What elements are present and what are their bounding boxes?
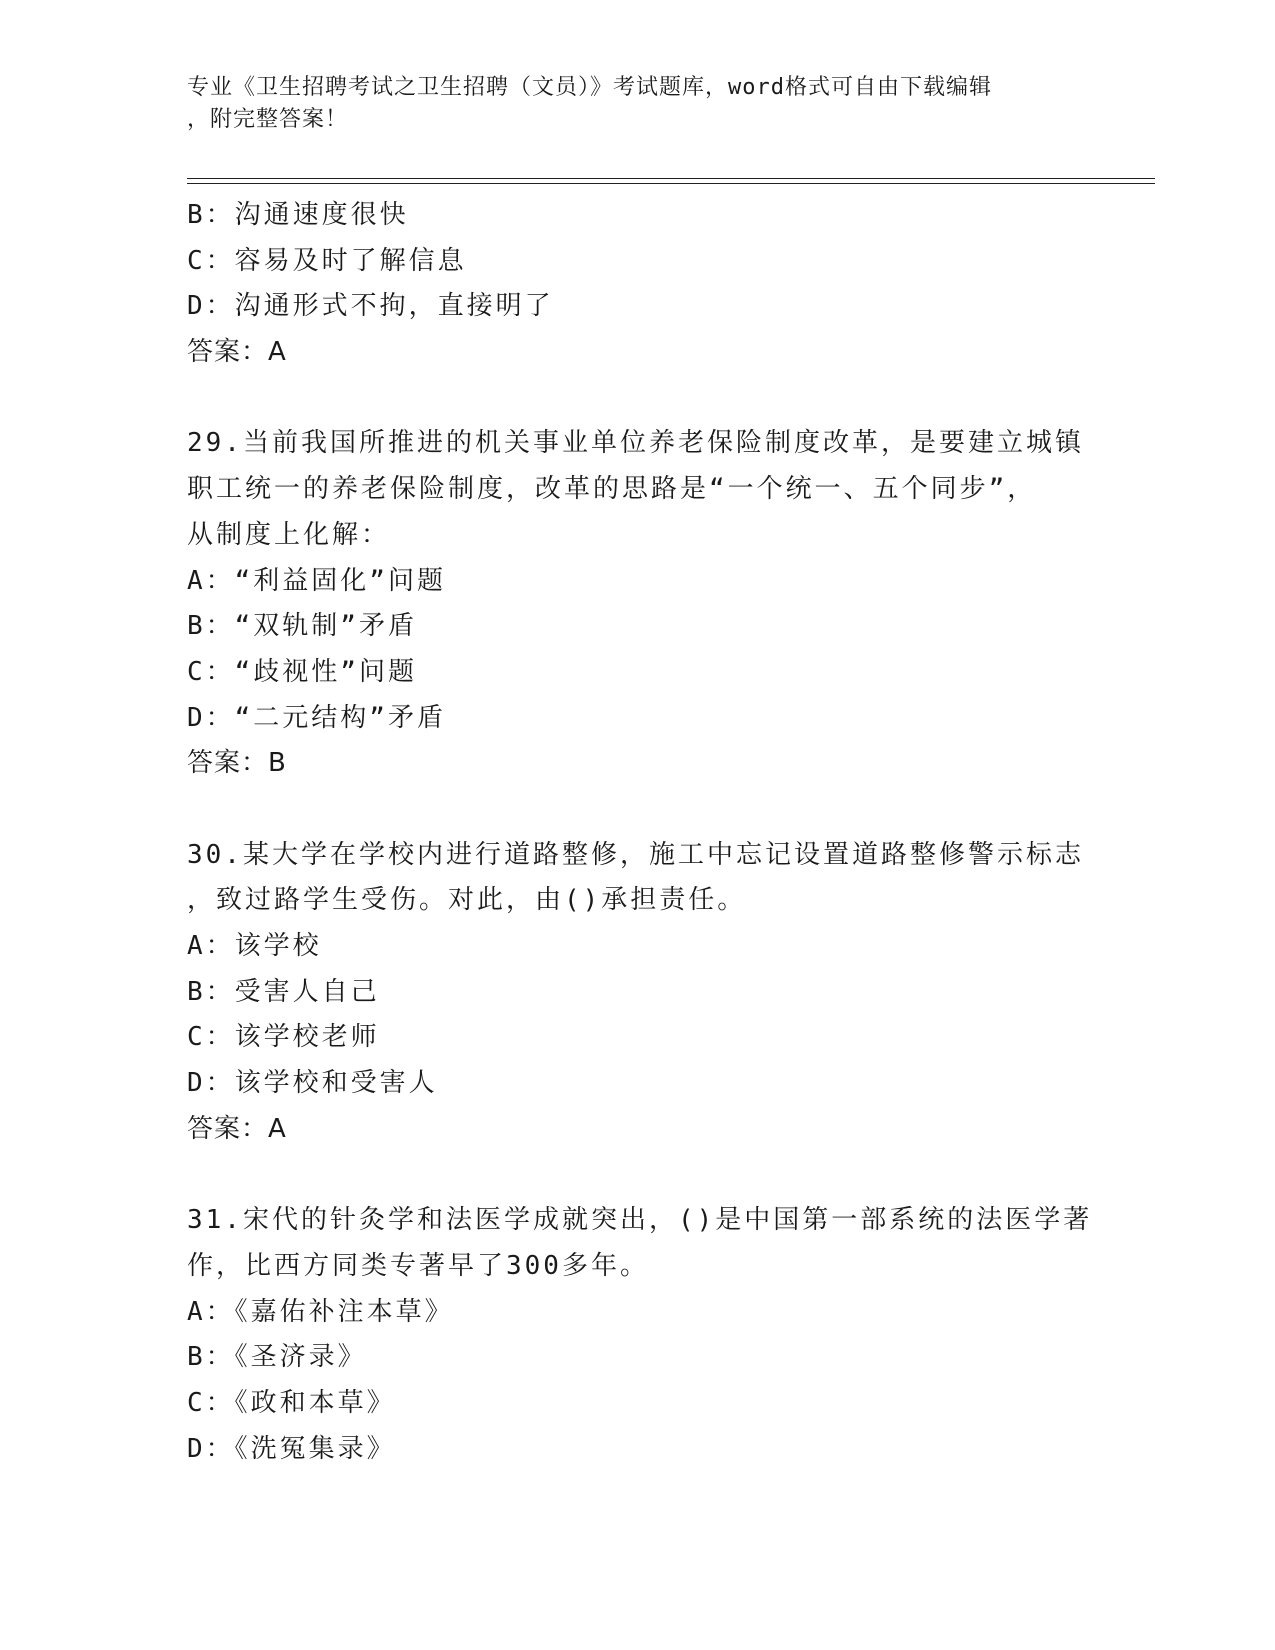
question-31 (187, 1198, 1093, 1472)
option-a: A：“利益固化”问题 (187, 565, 446, 596)
answer-label: 答案：A (187, 1113, 287, 1144)
header-divider-top (187, 178, 1155, 179)
header-title-line-1: 专业《卫生招聘考试之卫生招聘（文员）》考试题库，word格式可自由下载编辑 (187, 75, 992, 100)
option-c: C：容易及时了解信息 (187, 245, 467, 276)
header-divider-bottom (187, 183, 1155, 184)
question-28-continuation (187, 193, 1087, 376)
question-30 (187, 833, 1087, 1153)
option-a: A：《嘉佑补注本草》 (187, 1296, 454, 1327)
page-header (187, 72, 1067, 136)
option-c: C：“歧视性”问题 (187, 656, 417, 687)
option-d: D：该学校和受害人 (187, 1068, 438, 1099)
question-stem: 职工统一的养老保险制度，改革的思路是“一个统一、五个同步”， (187, 474, 1037, 505)
option-c: C：《政和本草》 (187, 1387, 396, 1418)
option-c: C：该学校老师 (187, 1022, 380, 1053)
question-stem: 31.宋代的针灸学和法医学成就突出，()是中国第一部系统的法医学著 (187, 1205, 1093, 1236)
question-stem: 30.某大学在学校内进行道路整修，施工中忘记设置道路整修警示标志 (187, 839, 1084, 870)
answer-label: 答案：B (187, 748, 287, 779)
spacer (187, 1152, 1087, 1198)
header-title-line-2: ，附完整答案！ (187, 107, 349, 132)
option-b: B：受害人自己 (187, 976, 380, 1007)
question-stem: 作，比西方同类专著早了300多年。 (187, 1250, 649, 1281)
spacer (187, 376, 1087, 422)
option-a: A：该学校 (187, 931, 322, 961)
question-29 (187, 421, 1087, 787)
question-stem: ，致过路学生受伤。对此，由()承担责任。 (187, 885, 747, 916)
option-b: B：《圣济录》 (187, 1342, 367, 1373)
question-stem: 29.当前我国所推进的机关事业单位养老保险制度改革，是要建立城镇 (187, 428, 1084, 459)
option-d: D：“二元结构”矛盾 (187, 702, 446, 733)
option-d: D：沟通形式不拘，直接明了 (187, 291, 554, 322)
spacer (187, 787, 1087, 833)
option-b: B：沟通速度很快 (187, 200, 409, 230)
option-b: B：“双轨制”矛盾 (187, 611, 417, 642)
question-list (187, 193, 1093, 1472)
question-stem: 从制度上化解： (187, 519, 391, 550)
answer-label: 答案：A (187, 337, 287, 368)
option-d: D：《洗冤集录》 (187, 1433, 396, 1464)
